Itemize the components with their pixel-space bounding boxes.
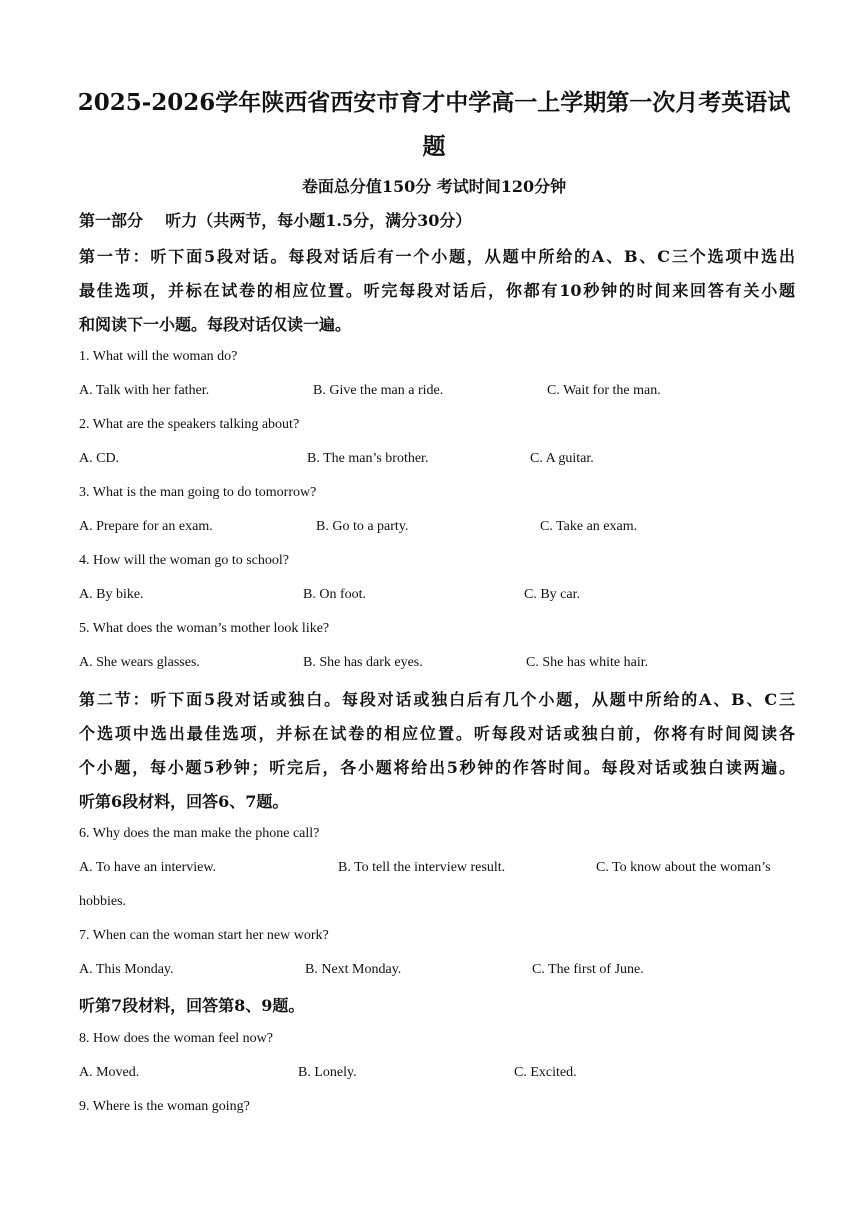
question-6: 6. Why does the man make the phone call? xyxy=(79,826,320,841)
section1-instructions-line2: 最佳选项，并标在试卷的相应位置。听完每段对话后，你都有10秒钟的时间来回答有关小题 xyxy=(79,281,795,300)
q4-option-b: B. On foot. xyxy=(303,587,366,602)
question-4: 4. How will the woman go to school? xyxy=(79,553,289,568)
q2-option-a: A. CD. xyxy=(79,451,120,466)
q2-option-b: B. The man’s brother. xyxy=(307,451,429,466)
question-9: 9. Where is the woman going? xyxy=(79,1099,250,1114)
question-7: 7. When can the woman start her new work? xyxy=(79,928,329,943)
q3-option-c: C. Take an exam. xyxy=(540,519,638,534)
q8-option-a: A. Moved. xyxy=(79,1065,140,1080)
q3-option-a: A. Prepare for an exam. xyxy=(79,519,213,534)
q6-option-c: C. To know about the woman’s xyxy=(596,860,771,875)
q1-option-b: B. Give the man a ride. xyxy=(313,383,444,398)
section1-instructions-line3: 和阅读下一小题。每段对话仅读一遍。 xyxy=(79,315,352,334)
q3-option-b: B. Go to a party. xyxy=(316,519,409,534)
question-8: 8. How does the woman feel now? xyxy=(79,1031,274,1046)
q4-option-a: A. By bike. xyxy=(79,587,144,602)
question-5: 5. What does the woman’s mother look like? xyxy=(79,621,330,636)
exam-title-line1: 2025-2026学年陕西省西安市育才中学高一上学期第一次月考英语试 xyxy=(77,89,791,116)
q6-option-c-continued: hobbies. xyxy=(79,894,127,909)
exam-info: 卷面总分值150分 考试时间120分钟 xyxy=(301,177,567,196)
q4-option-c: C. By car. xyxy=(524,587,580,602)
q5-option-c: C. She has white hair. xyxy=(526,655,649,670)
section2-instructions-line2: 个选项中选出最佳选项，并标在试卷的相应位置。听每段对话或独白前，你将有时间阅读各 xyxy=(79,724,795,743)
q5-option-b: B. She has dark eyes. xyxy=(303,655,423,670)
q1-option-c: C. Wait for the man. xyxy=(547,383,661,398)
q1-option-a: A. Talk with her father. xyxy=(79,383,210,398)
exam-title-line2: 题 xyxy=(422,133,446,160)
q7-option-c: C. The first of June. xyxy=(532,962,644,977)
q8-option-c: C. Excited. xyxy=(514,1065,577,1080)
q2-option-c: C. A guitar. xyxy=(530,451,594,466)
material6-heading: 听第6段材料，回答6、7题。 xyxy=(79,792,289,811)
q7-option-a: A. This Monday. xyxy=(79,962,174,977)
q7-option-b: B. Next Monday. xyxy=(305,962,402,977)
q8-option-b: B. Lonely. xyxy=(298,1065,357,1080)
section2-instructions-line1: 第二节：听下面5段对话或独白。每段对话或独白后有几个小题，从题中所给的A、B、C三 xyxy=(79,690,795,709)
material7-heading: 听第7段材料，回答第8、9题。 xyxy=(79,996,305,1015)
question-2: 2. What are the speakers talking about? xyxy=(79,417,300,432)
q6-option-b: B. To tell the interview result. xyxy=(338,860,506,875)
section1-instructions-line1: 第一节：听下面5段对话。每段对话后有一个小题，从题中所给的A、B、C三个选项中选出 xyxy=(79,247,795,266)
question-1: 1. What will the woman do? xyxy=(79,349,238,364)
q5-option-a: A. She wears glasses. xyxy=(79,655,200,670)
part1-heading: 第一部分 听力（共两节，每小题1.5分，满分30分） xyxy=(79,211,472,230)
q6-option-a: A. To have an interview. xyxy=(79,860,217,875)
section2-instructions-line3: 个小题，每小题5秒钟；听完后，各小题将给出5秒钟的作答时间。每段对话或独白读两遍。 xyxy=(79,758,795,777)
question-3: 3. What is the man going to do tomorrow? xyxy=(79,485,317,500)
